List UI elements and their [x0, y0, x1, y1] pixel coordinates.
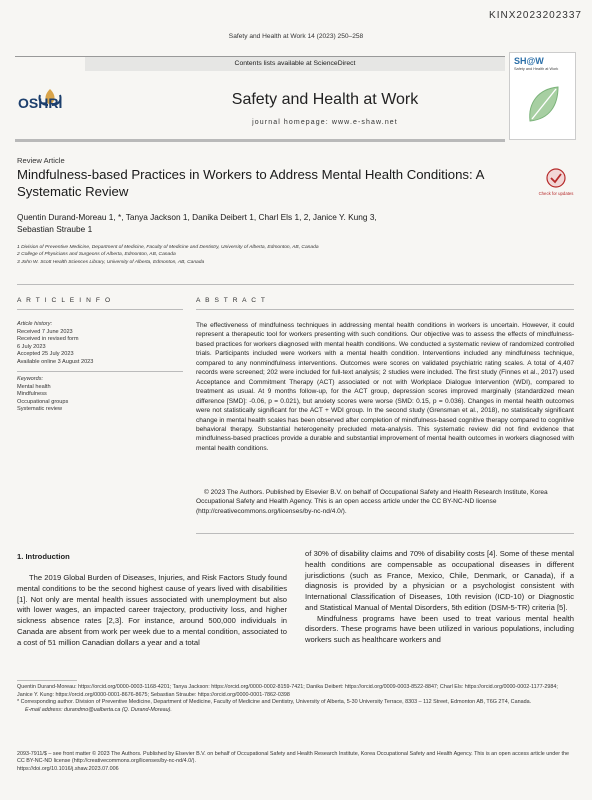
- authors-line-2: Sebastian Straube 1: [17, 224, 93, 234]
- intro-paragraph: Mindfulness programs have been used to treat various mental health disorders. These programs have been utilized in various populations, including workers such as healthcare workers and: [305, 613, 574, 644]
- email-footnote: E-mail address: durandmo@ualberta.ca (Q. Durand-Moreau).: [25, 706, 172, 713]
- history-item: Accepted 25 July 2023: [17, 351, 74, 357]
- history-label: Article history:: [17, 321, 53, 327]
- check-for-updates-button[interactable]: [538, 167, 574, 203]
- leaf-icon: [524, 83, 562, 127]
- orcid-footnote: Quentin Durand-Moreau: https://orcid.org/0000-0003-1168-4201; Tanya Jackson: https://orcid.org/0000-0002-8159-7421; Danika Deibert: https://orcid.org/0009-0003-8522-8847; Charl Els: https://orcid.org/0000-0002-1177-2984; Janice Y. Kung: https://orcid.org/0000-0001-8676-8675; Sebastian Straube: https://orcid.org/0000-0001-7862-0398: [17, 684, 558, 698]
- article-history: [17, 321, 183, 366]
- corresponding-author-footnote: * Corresponding author. Division of Preventive Medicine, Department of Medicine, Faculty of Medicine and Dentistry, University of Alberta, 5-30 University Terrace, 8303 – 112 Street, Edmonton AB, T6G 2T4, Canada.: [17, 699, 532, 706]
- history-item: 6 July 2023: [17, 343, 46, 350]
- intro-paragraph: of 30% of disability claims and 70% of disability costs [4]. Some of these mental health conditions are compensable as occupational diseases in different jurisdictions (such as France, Mexico, Chile, Denmark, or Canada), if a diagnosis is provided by a physician or a psychologist consistent with International Classification of Diseases, 10th revision (ICD-10) or Diagnostic and Statistical Manual of Mental Disorders, 5th edition (DSM-5-TR) criteria [5].: [305, 549, 574, 612]
- copyright-text: © 2023 The Authors. Published by Elsevier B.V. on behalf of Occupational Safety and Health Research Institute, Korea Occupational Safety and Health Agency. This is an open access article under the CC BY-NC-ND license (http://creativecommons.org/licenses/by-nc-nd/4.0/).: [196, 489, 548, 515]
- check-updates-label: Check for updates: [538, 191, 574, 196]
- affiliation-2: 2 College of Physicians and Surgeons of Alberta, Edmonton, AB, Canada: [17, 252, 176, 258]
- contents-line: Contents lists available at ScienceDirect: [85, 57, 505, 71]
- journal-reference: Safety and Health at Work 14 (2023) 250–258: [228, 33, 364, 40]
- license-info: [17, 751, 574, 773]
- keyword: Occupational groups: [17, 398, 69, 405]
- journal-header: [15, 56, 505, 142]
- intro-paragraph: The 2019 Global Burden of Diseases, Injuries, and Risk Factors Study found mental conditions to be the second highest cause of years lived with disabilities [1]. Not only are mental health issues associated with unemployment but also with lower wages, an impacted career trajectory, productivity loss, and higher sickness absence rates [2,3]. For instance, around 500,000 individuals in Canada are absent from work per week due to a mental condition, associated to a cost of 51 million Canadian dollars a year and a total: [17, 573, 287, 647]
- publisher-logo-text: OSHRI: [18, 95, 63, 111]
- footnote-divider: [17, 680, 77, 681]
- journal-cover-thumbnail: [509, 52, 576, 140]
- cover-subtitle: Safety and Health at Work: [514, 67, 559, 71]
- front-matter-text: 2093-7911/$ – see front matter © 2023 The Authors. Published by Elsevier B.V. on behalf of Occupational Safety and Health Research Institute, Korea Occupational Safety and Health Agency. This is an open access article under the CC BY-NC-ND license (http://creativecommons.org/licenses/by-nc-nd/4.0/).: [17, 751, 570, 765]
- doi-link[interactable]: https://doi.org/10.1016/j.shaw.2023.07.006: [17, 765, 119, 772]
- divider: [17, 284, 574, 285]
- abstract-text: [196, 321, 574, 453]
- intro-left-column: [17, 573, 287, 648]
- affiliation-1: 1 Division of Preventive Medicine, Department of Medicine, Faculty of Medicine and Dentistry, University of Alberta, Edmonton, AB, Canada: [17, 245, 319, 250]
- keyword: Mindfulness: [17, 391, 47, 397]
- history-item: Received in revised form: [17, 336, 79, 342]
- article-type: Review Article: [17, 156, 65, 165]
- author-list: [17, 211, 537, 235]
- abstract-heading: A B S T R A C T: [196, 297, 267, 304]
- divider: [196, 309, 574, 310]
- journal-title: Safety and Health at Work: [231, 91, 419, 108]
- document-serial: KINX2023202337: [489, 10, 582, 21]
- divider: [17, 309, 183, 310]
- cover-title: SH@W: [514, 56, 544, 66]
- keywords: [17, 376, 183, 414]
- introduction-heading: 1. Introduction: [17, 552, 70, 561]
- affiliation-3: 3 John W. Scott Health Sciences Library, University of Alberta, Edmonton, AB, Canada: [17, 259, 205, 265]
- abstract-paragraph: The effectiveness of mindfulness techniques in addressing mental health conditions in workers is uncertain. However, it could represent a therapeutic tool for workers presenting with such conditions. Our objective was to assess the effects of mindfulness-based practices for workers diagnosed with mental health conditions. We conducted a systematic review of randomized controlled trials. Participants included were workers with a mental health condition. Interventions included any mindfulness technique, compared to any nonmindfulness interventions. Outcomes were scores on validated psychiatric rating scales. A total of 4,407 records were screened; 202 were included for full-text analysis; 2 studies were included. The first study (Finnes et al., 2017) used Acceptance and Commitment Therapy (ACT) associated or not with Workplace Dialogue Intervention (WDI), compared to treatment as usual. At 9 months follow-up, for the ACT group, depression scores improved marginally (standardized mean difference [SMD]: -0.06, p = 0.021), but anxiety scores were worse (SMD: 0.15, p = 0.036). Changes in mental health outcomes were not statistically significant for the ACT + WDI group. In the second study (Grensman et al., 2018), no statistically significant change in mental health scales has been observed after completion of mindfulness-based cognitive therapy compared to cognitive behavioral therapy. Substantial heterogeneity precluded meta-analysis. This systematic review did not find evidence that mindfulness-based practices provide a durable and substantial improvement of mental health outcomes in workers diagnosed with mental health conditions.: [196, 322, 574, 452]
- copyright-notice: [196, 488, 574, 516]
- authors-line-1: Quentin Durand-Moreau 1, *, Tanya Jackson 1, Danika Deibert 1, Charl Els 1, 2, Janice Y. Kung 3,: [17, 212, 377, 222]
- footnotes: [17, 684, 574, 714]
- intro-right-column: [305, 549, 574, 646]
- journal-homepage-link[interactable]: journal homepage: www.e-shaw.net: [252, 119, 398, 126]
- keywords-label: Keywords:: [17, 376, 44, 382]
- history-item: Received 7 June 2023: [17, 328, 73, 335]
- history-item: Available online 3 August 2023: [17, 358, 94, 365]
- keyword: Systematic review: [17, 406, 63, 412]
- divider: [17, 371, 183, 372]
- affiliations: [17, 244, 319, 266]
- divider: [196, 533, 574, 534]
- check-updates-icon: [538, 167, 574, 191]
- article-info-heading: A R T I C L E I N F O: [17, 297, 112, 304]
- keyword: Mental health: [17, 383, 51, 390]
- article-title: Mindfulness-based Practices in Workers to Address Mental Health Conditions: A Systematic Review: [17, 167, 484, 199]
